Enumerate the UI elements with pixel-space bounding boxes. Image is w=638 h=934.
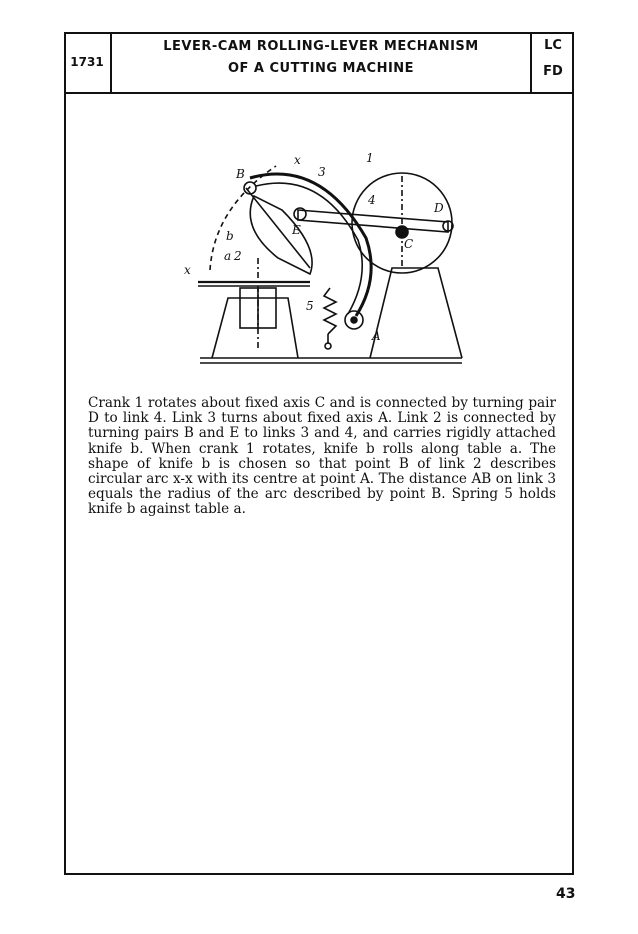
label-x-left: x bbox=[184, 263, 191, 277]
label-1: 1 bbox=[366, 151, 374, 165]
label-A: A bbox=[372, 329, 381, 343]
label-a: a bbox=[224, 249, 232, 263]
arc-x-x bbox=[210, 166, 276, 270]
label-b: b bbox=[226, 229, 234, 243]
link-3 bbox=[250, 174, 371, 316]
label-B: B bbox=[236, 167, 245, 181]
bottom-rule bbox=[64, 873, 574, 875]
class-code-2: FD bbox=[543, 64, 563, 79]
spring-5 bbox=[324, 288, 336, 334]
label-4: 4 bbox=[368, 193, 376, 207]
title-line-2: OF A CUTTING MACHINE bbox=[227, 61, 415, 76]
label-3: 3 bbox=[318, 165, 326, 179]
title-line-1: LEVER-CAM ROLLING-LEVER MECHANISM bbox=[163, 39, 479, 54]
class-code-1: LC bbox=[544, 38, 562, 53]
label-2: 2 bbox=[234, 249, 242, 263]
knife-b bbox=[250, 196, 312, 274]
mechanism-diagram bbox=[170, 148, 470, 378]
label-D: D bbox=[434, 201, 444, 215]
link-4 bbox=[298, 210, 448, 232]
description-text bbox=[88, 396, 556, 518]
page-number: 43 bbox=[556, 886, 576, 902]
header-top-rule bbox=[64, 32, 574, 34]
label-C: C bbox=[404, 237, 414, 251]
description-paragraph: Crank 1 rotates about fixed axis C and is connected by turning pair D to link 4. Link 3 turns about fixed axis A. Link 2 is connected by turning pairs B and E to links 3 and 4, and carries rigidly attached knife b. When crank 1 rotates, knife b rolls along table a. The shape of knife b is chosen so that point B of link 2 describes circular arc x-x with its centre at point A. The distance AB on link 3 equals the radius of the arc described by point B. Spring 5 holds knife b against table a. bbox=[88, 395, 556, 518]
label-x-top: x bbox=[294, 153, 301, 167]
header-bottom-rule bbox=[64, 92, 574, 94]
mechanism-number: 1731 bbox=[70, 55, 104, 69]
label-E: E bbox=[292, 223, 301, 237]
right-support bbox=[370, 268, 462, 358]
mechanism-title bbox=[112, 36, 530, 80]
label-5: 5 bbox=[306, 299, 314, 313]
